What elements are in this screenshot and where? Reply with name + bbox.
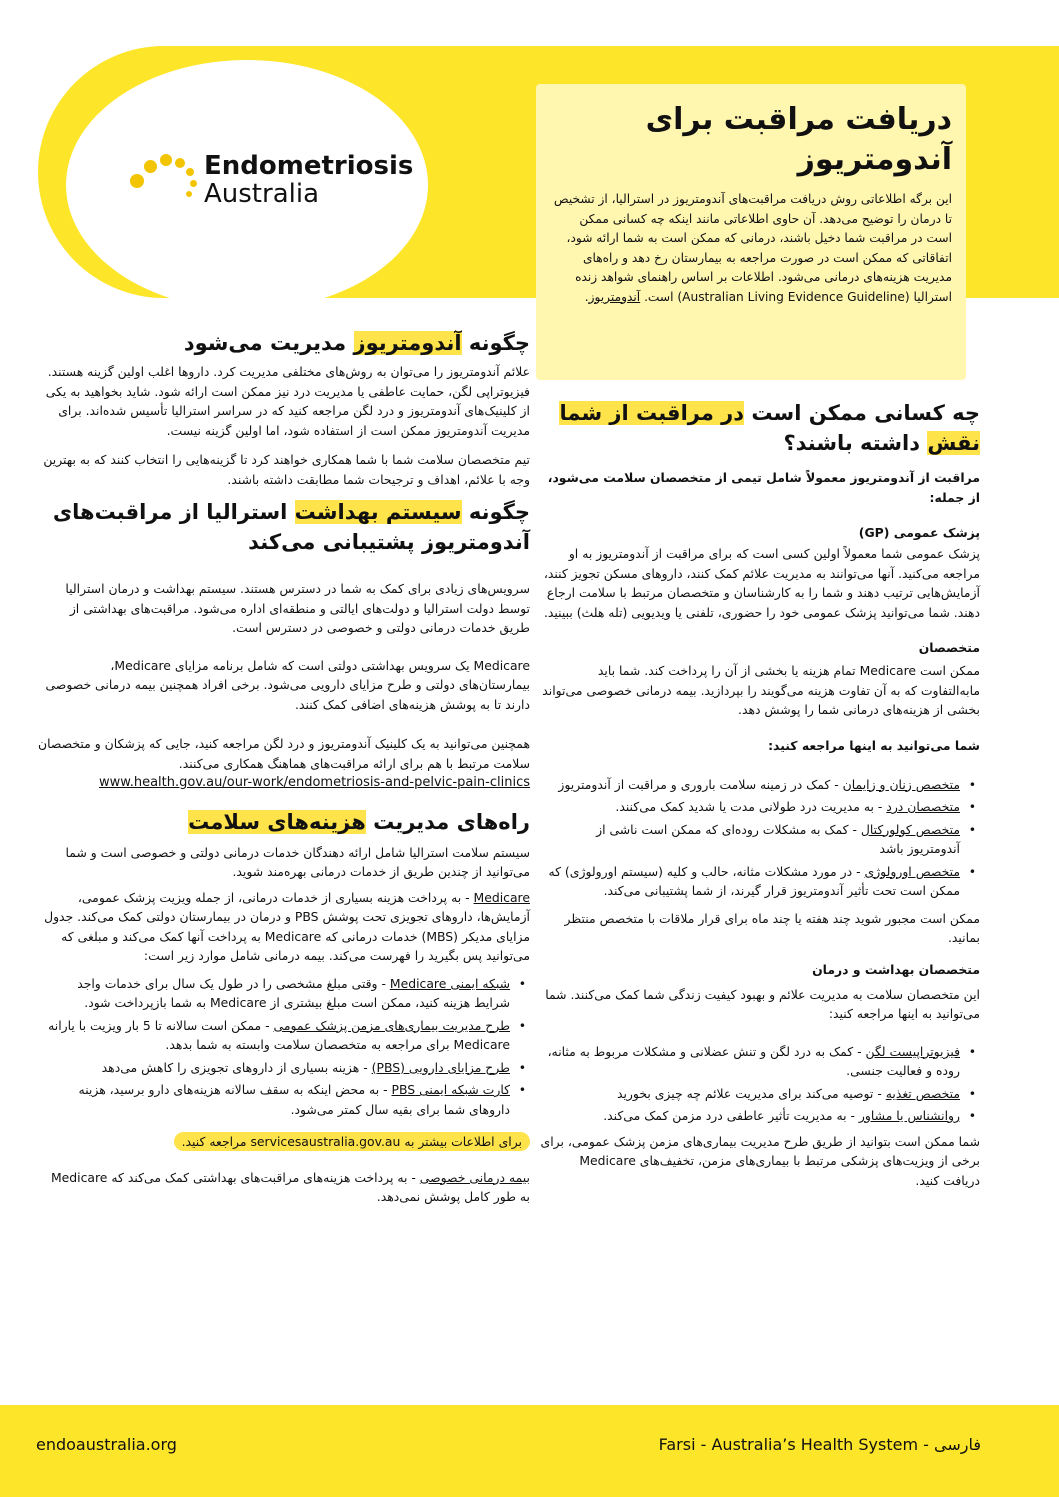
- list-item: • کارت شبکه ایمنی PBS - به محض اینکه به سقف سالانه هزینه‌های دارو برسید، هزینه داروهای شما برای بقیه سال کمتر می‌شود.: [38, 1080, 510, 1119]
- specialists-title: متخصصان: [918, 640, 980, 655]
- list-item: • متخصص زنان و زایمان - کمک در زمینه سلامت باروری و مراقبت از آندومتریوز: [540, 775, 960, 795]
- heading-costs: راه‌های مدیریت هزینه‌های سلامت: [188, 809, 530, 834]
- heading-management: چگونه آندومتریوز مدیریت می‌شود: [183, 331, 530, 355]
- allied-text: این متخصصان سلامت به مدیریت علائم و بهبود کیفیت زندگی شما کمک می‌کنند. شما می‌توانید به اینها مراجعه کنید:: [545, 986, 980, 1021]
- health-system-p1: سرویس‌های زیادی برای کمک به شما در دسترس هستند. سیستم بهداشت و درمان استرالیا توسط دولت استرالیا و دولت‌های ایالتی و منطقه‌ای اداره می‌شود. مراقبت‌های بهداشتی از طریق خدمات درمانی دولتی و خصوصی در دسترس است.: [65, 581, 530, 635]
- list-item: • طرح مزایای دارویی (PBS) - هزینه بسیاری از داروهای تجویزی را کاهش می‌دهد: [38, 1058, 510, 1078]
- gp-title: پزشک عمومی (GP): [858, 525, 980, 540]
- footer-language: Farsi - Australia’s Health System - فارسی: [658, 1435, 981, 1454]
- specialists-text: ممکن است Medicare تمام هزینه یا بخشی از آن را پرداخت کند. شما باید مابه‌التفاوت که به آن تفاوت هزینه می‌گویند را بپردازید. بیمه درمانی خصوصی می‌تواند بخشی از هزینه‌های درمانی شما را پوشش دهد.: [542, 663, 980, 717]
- allied-title: متخصصان بهداشت و درمان: [812, 961, 980, 977]
- list-item: • متخصص تغذیه - توصیه می‌کند برای مدیریت علائم چه چیزی بخورید: [540, 1084, 960, 1104]
- heading-health-system: چگونه سیستم بهداشت استرالیا از مراقبت‌های آندومتریوز پشتیبانی می‌کند: [52, 500, 530, 554]
- list-item: • متخصص کولورکتال - کمک به مشکلات روده‌ای که ممکن است ناشی از آندومتریوز باشد: [540, 820, 960, 859]
- list-item: • فیزیوتراپیست لگن - کمک به درد لگن و تنش عضلانی و مشکلات مربوط به مثانه، روده و فعالیت جنسی.: [540, 1042, 960, 1081]
- gp-text: پزشک عمومی شما معمولاً اولین کسی است که برای مراقبت از آندومتریوز به او مراجعه می‌کنید. آنها می‌توانند به مدیریت علائم کمک کنند، داروهای مسکن تجویز کنند، آزمایش‌هایی ترتیب دهند و شما را به کارشناسان و متخصصان مرتبط با سلامت ارجاع دهند. شما می‌توانید پزشک عمومی خود را حضوری، تلفنی یا ویدیویی (تله هلث) ببینید.: [543, 546, 980, 620]
- list-item: • متخصصان درد - به مدیریت درد طولانی مدت یا شدید کمک می‌کنند.: [540, 797, 960, 817]
- clinics-link[interactable]: www.health.gov.au/our-work/endometriosis-and-pelvic-pain-clinics: [99, 775, 530, 790]
- health-system-p3: همچنین می‌توانید به یک کلینیک آندومتریوز و درد لگن مراجعه کنید، جایی که پزشکان و متخصصان سلامت مرتبط با هم برای ارائه مراقبت‌های هماهنگ همکاری می‌کنند.: [38, 736, 530, 771]
- left-column: [38, 328, 530, 1207]
- private-insurance: بیمه درمانی خصوصی - به پرداخت هزینه‌های مراقبت‌های بهداشتی کمک می‌کند که Medicare به طور کامل پوشش نمی‌دهد.: [50, 1169, 530, 1204]
- intro-link[interactable]: آندومتریوز: [588, 289, 641, 304]
- logo-text-2: Australia: [204, 179, 320, 209]
- allied-list: [540, 1042, 980, 1126]
- list-item: • متخصص اورولوژی - در مورد مشکلات مثانه، حالب و کلیه (سیستم اورولوژی) که ممکن است تحت تأثیر آندومتریوز قرار گیرند، از شما پشتیبانی می‌کند.: [540, 862, 960, 901]
- costs-p2: Medicare - به پرداخت هزینه بسیاری از خدمات درمانی، از جمله ویزیت پزشک عمومی، آزمایش‌ها، داروهای تجویزی تحت پوشش PBS و درمان در بیمارستان دولتی کمک می‌کند. جدول مزایای مدیکر (MBS) خدمات درمانی که Medicare به پرداخت آنها کمک می‌کند و مبلغی که می‌توانید پس بگیرید را فهرست می‌کند. بیمه درمانی شامل موارد زیر است:: [44, 889, 530, 963]
- right-column: [540, 398, 980, 1190]
- closing-text: شما ممکن است بتوانید از طریق طرح مدیریت بیماری‌های مزمن پزشک عمومی، برای برخی از ویزیت‌های پزشکی مرتبط با بیماری‌های مزمن، تخفیف‌های Medicare دریافت کنید.: [540, 1133, 980, 1188]
- costs-p1: سیستم سلامت استرالیا شامل ارائه دهندگان خدمات درمانی دولتی و خصوصی است و شما می‌توانید از چندین طریق از خدمات درمانی بهره‌مند شوید.: [65, 844, 530, 879]
- footer-website[interactable]: endoaustralia.org: [36, 1435, 177, 1454]
- wait-text: ممکن است مجبور شوید چند هفته یا چند ماه برای قرار ملاقات با متخصص منتظر بمانید.: [564, 910, 980, 945]
- intro-box: [536, 84, 966, 380]
- specialist-list: [540, 775, 980, 901]
- list-item: • شبکه ایمنی Medicare - وقتی مبلغ مشخصی را در طول یک سال برای خدمات واجد شرایط هزینه کنید، ممکن است مبلغ بیشتری از Medicare به شما بازپرداخت شود.: [38, 974, 510, 1013]
- see-title: شما می‌توانید به اینها مراجعه کنید:: [768, 737, 980, 753]
- more-info: برای اطلاعات بیشتر به servicesaustralia.gov.au مراجعه کنید.: [38, 1131, 530, 1152]
- management-p2: تیم متخصصان سلامت شما با شما همکاری خواهند کرد تا گزینه‌هایی را انتخاب کنند که به بهترین وجه با علائم، اهداف و ترجیحات شما مطابقت داشته باشند.: [43, 452, 530, 487]
- page-title: دریافت مراقبت برای آندومتریوز: [645, 102, 952, 177]
- logo-text-1: Endometriosis: [204, 151, 414, 181]
- costs-list: [38, 974, 530, 1120]
- management-p1: علائم آندومتریوز را می‌توان به روش‌های مختلفی مدیریت کرد. داروها اغلب اولین گزینه هستند. فیزیوتراپی لگن، حمایت عاطفی یا مدیریت درد نیز ممکن است ارائه شود. شاید بخواهید به یکی از کلینیک‌های آندومتریوز و درد لگن مراجعه کنید که در سراسر استرالیا تأسیس شده‌اند. برای مدیریت آندومتریوز ممکن است از استفاده شود، اما اولین گزینه نیست.: [45, 364, 530, 438]
- heading-care-team: چه کسانی ممکن است در مراقبت از شما نقش داشته باشند؟: [559, 401, 980, 455]
- list-item: • طرح مدیریت بیماری‌های مزمن پزشک عمومی - ممکن است سالانه تا 5 بار ویزیت با یارانه Medicare برای مراجعه به متخصصان سلامت وابسته به شما بدهد.: [38, 1016, 510, 1055]
- medicare-link[interactable]: Medicare: [473, 889, 530, 905]
- list-item: • روانشناس یا مشاور - به مدیریت تأثیر عاطفی درد مزمن کمک می‌کند.: [540, 1106, 960, 1126]
- services-link[interactable]: servicesaustralia.gov.au: [250, 1134, 401, 1149]
- health-system-p2: Medicare یک سرویس بهداشتی دولتی است که شامل برنامه مزایای Medicare، بیمارستان‌های دولتی و طرح مزایای دارویی می‌شود. برخی افراد همچنین بیمه درمانی خصوصی دارند تا به پوشش هزینه‌های اضافی کمک کنند.: [45, 657, 530, 712]
- logo-dots-icon: [130, 152, 200, 202]
- care-team-lead: مراقبت از آندومتریوز معمولاً شامل تیمی از متخصصان سلامت می‌شود، از جمله:: [547, 470, 980, 505]
- intro-text: این برگه اطلاعاتی روش دریافت مراقبت‌های آندومتریوز در استرالیا، از تشخیص تا درمان را توضیح می‌دهد. آن حاوی اطلاعاتی مانند اینکه چه کسانی ممکن است در مراقبت شما دخیل باشند، درمانی که ممکن است به شما ارائه شود، اتفاقاتی که ممکن است در صورت مراجعه به بیمارستان رخ دهد و راه‌های مدیریت هزینه‌های درمانی می‌شود. اطلاعات بر اساس راهنمای شواهد زنده استرالیا (Australian Living Evidence Guideline) است. آندومتریوز.: [553, 192, 952, 304]
